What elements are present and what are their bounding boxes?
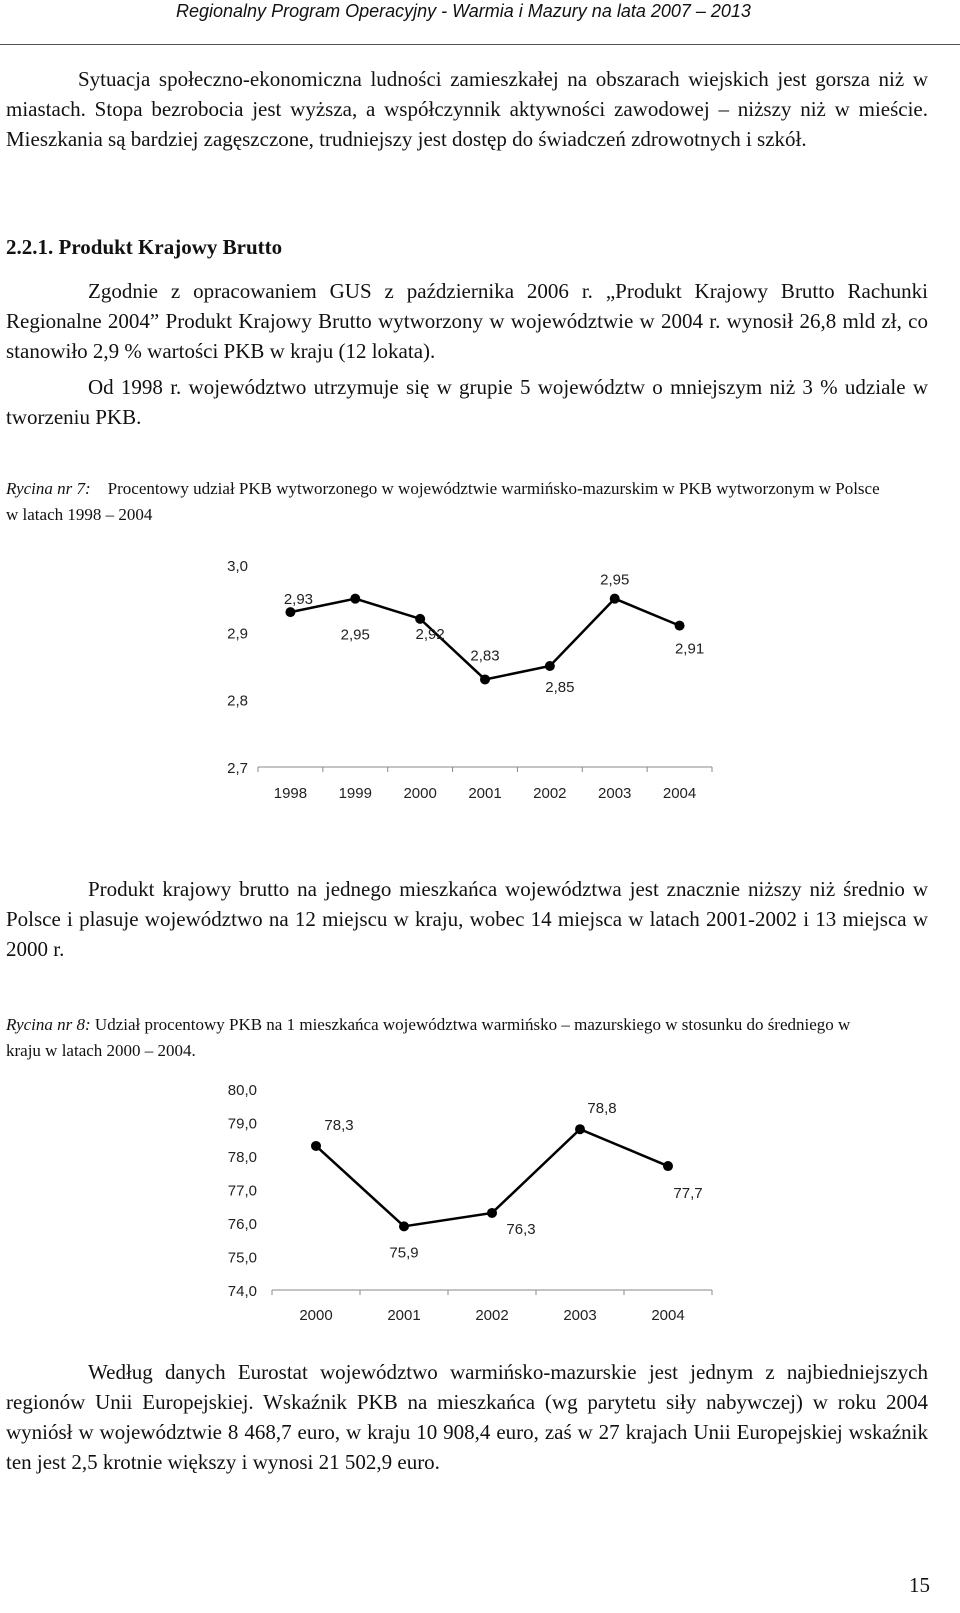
y-tick-label: 76,0 (227, 1216, 257, 1233)
y-tick-label: 80,0 (227, 1082, 257, 1099)
x-tick-label: 2001 (387, 1307, 421, 1324)
data-point (575, 1124, 585, 1134)
page-number: 15 (909, 1573, 930, 1597)
x-tick-label: 2004 (662, 785, 697, 802)
figure-8-caption (6, 1012, 886, 1064)
data-label: 2,85 (545, 679, 575, 696)
x-tick-label: 2002 (475, 1307, 509, 1324)
data-point (487, 1208, 497, 1218)
data-point (285, 607, 295, 617)
page-header (0, 0, 960, 45)
y-tick-label: 78,0 (227, 1149, 257, 1166)
data-point (663, 1161, 673, 1171)
data-label: 2,83 (470, 647, 500, 665)
y-tick-label: 3,0 (227, 558, 248, 575)
data-label: 78,3 (324, 1116, 354, 1134)
data-point (415, 614, 425, 624)
y-tick-label: 2,9 (227, 625, 248, 643)
x-tick-label: 2003 (563, 1307, 597, 1324)
data-point (350, 594, 360, 604)
x-tick-label: 2000 (403, 785, 437, 802)
x-tick-label: 2000 (299, 1307, 333, 1324)
x-tick-label: 2003 (598, 785, 632, 802)
x-tick-label: 1999 (338, 785, 372, 802)
chart-gdp-per-capita (0, 1075, 960, 1335)
data-label: 2,93 (283, 591, 314, 609)
data-label: 78,8 (587, 1100, 617, 1118)
x-tick-label: 2004 (651, 1307, 685, 1324)
paragraph-gdp-2004: Zgodnie z opracowaniem GUS z października 2006 r. „Produkt Krajowy Brutto Rachunki Regionalne 2004” Produkt Krajowy Brutto wytworzony w województwie w 2004 r. wynosił 26,8 mld zł, co stanowiło 2,9 % wartości PKB w kraju (12 lokata). (6, 279, 928, 363)
y-tick-label: 74,0 (227, 1283, 257, 1300)
data-point (610, 594, 620, 604)
y-tick-label: 2,8 (227, 692, 248, 710)
x-tick-label: 2002 (533, 785, 567, 802)
chart-gdp-share (0, 545, 960, 815)
data-label: 75,9 (389, 1244, 419, 1262)
data-label: 2,95 (600, 571, 630, 589)
x-tick-label: 2001 (468, 785, 502, 802)
figure-7-label: Rycina nr 7: (6, 479, 91, 498)
paragraph-eurostat: Według danych Eurostat województwo warmińsko-mazurskie jest jednym z najbiedniejszych regionów Unii Europejskiej. Wskaźnik PKB na mieszkańca (wg parytetu siły nabywczej) w roku 2004 wyniósł w województwie 8 468,7 euro, w kraju 10 908,4 euro, zaś w 27 krajach Unii Europejskiej wskaźnik ten jest 2,5 krotnie większy i wynosi 21 502,9 euro. (6, 1360, 928, 1474)
data-point (311, 1141, 321, 1151)
data-label: 2,91 (674, 640, 705, 658)
y-tick-label: 79,0 (227, 1115, 257, 1133)
figure-7-caption (6, 476, 886, 528)
figure-8-text: Udział procentowy PKB na 1 mieszkańca województwa warmińsko – mazurskiego w stosunku do średniego w kraju w latach 2000 – 2004. (6, 1015, 851, 1060)
data-point (399, 1221, 409, 1231)
paragraph-gdp-per-capita: Produkt krajowy brutto na jednego mieszkańca województwa jest znacznie niższy niż średnio w Polsce i plasuje województwo na 12 miejscu w kraju, wobec 14 miejsca w latach 2001-2002 i 13 miejsca w 2000 r. (6, 877, 928, 961)
data-point (480, 674, 490, 684)
y-tick-label: 2,7 (227, 760, 248, 777)
y-tick-label: 77,0 (227, 1182, 257, 1200)
data-point (545, 661, 555, 671)
data-label: 2,92 (415, 625, 445, 643)
data-label: 77,7 (673, 1185, 703, 1203)
x-tick-label: 1998 (273, 785, 308, 802)
data-label: 76,3 (506, 1220, 536, 1238)
header-title: Regionalny Program Operacyjny - Warmia i Mazury na lata 2007 – 2013 (176, 1, 751, 21)
data-point (675, 621, 685, 631)
paragraph-since-1998: Od 1998 r. województwo utrzymuje się w grupie 5 województw o mniejszym niż 3 % udziale w tworzeniu PKB. (6, 375, 928, 429)
paragraph-rural-situation: Sytuacja społeczno-ekonomiczna ludności zamieszkałej na obszarach wiejskich jest gorsza niż w miastach. Stopa bezrobocia jest wyższa, a współczynnik aktywności zawodowej – niższy niż w mieście. Mieszkania są bardziej zagęszczone, trudniejszy jest dostęp do świadczeń zdrowotnych i szkół. (6, 67, 928, 151)
section-heading: 2.2.1. Produkt Krajowy Brutto (6, 235, 283, 259)
y-tick-label: 75,0 (227, 1249, 257, 1267)
figure-7-text: Procentowy udział PKB wytworzonego w województwie warmińsko-mazurskim w PKB wytworzonym w Polsce w latach 1998 – 2004 (6, 479, 880, 524)
figure-8-label: Rycina nr 8: (6, 1015, 91, 1034)
data-label: 2,95 (340, 626, 370, 644)
